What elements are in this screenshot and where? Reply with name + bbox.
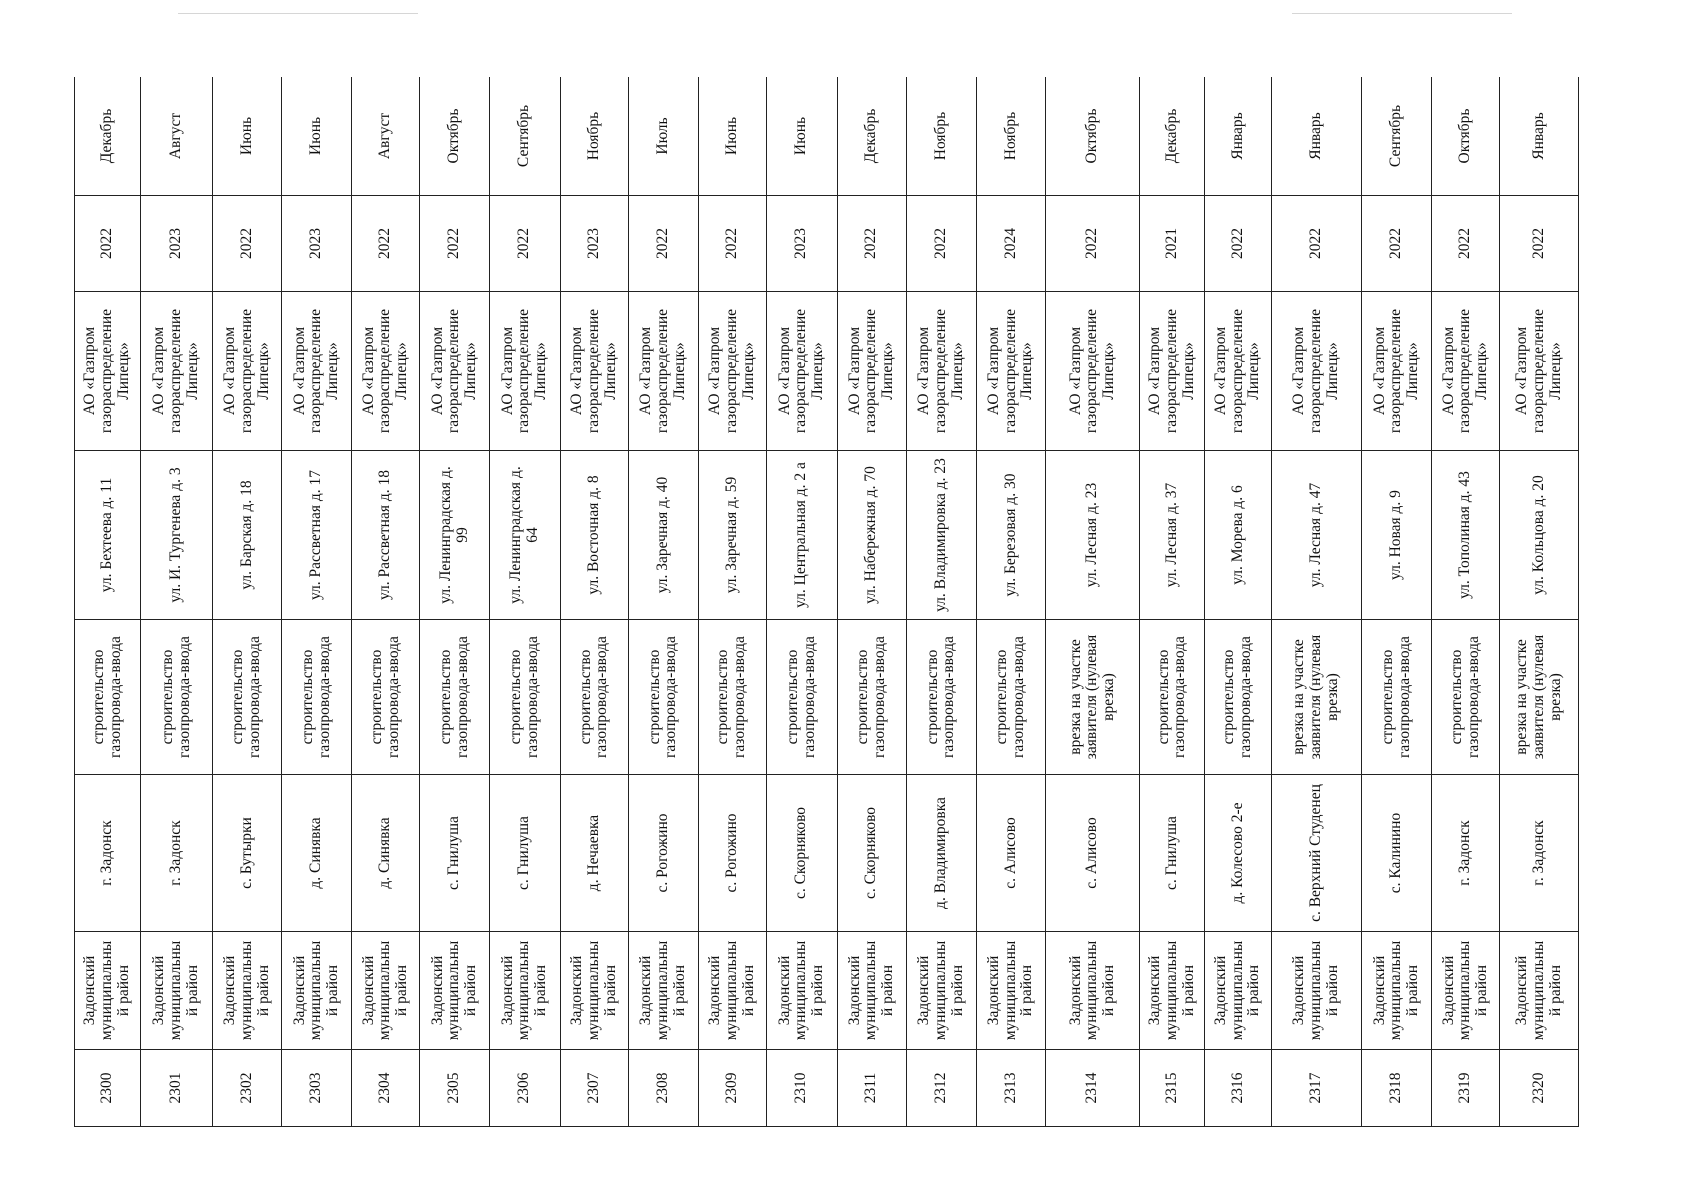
address-cell: ул. Новая д. 9 <box>1362 451 1432 620</box>
district-cell: Задонский муниципальный район <box>907 932 977 1050</box>
row-number: 2308 <box>628 1050 698 1127</box>
row-number: 2302 <box>212 1050 282 1127</box>
year-cell: 2022 <box>698 196 766 292</box>
address-cell: ул. Кольцова д. 20 <box>1500 451 1579 620</box>
settlement-cell: с. Гнилуша <box>420 775 490 932</box>
table-row <box>1362 77 1432 1127</box>
work-type-cell: строительство газопровода-ввода <box>1140 620 1205 775</box>
month-cell: Июнь <box>698 77 766 196</box>
year-cell: 2022 <box>907 196 977 292</box>
district-cell: Задонский муниципальный район <box>1205 932 1271 1050</box>
work-type-cell: строительство газопровода-ввода <box>282 620 352 775</box>
settlement-cell: с. Алисово <box>1046 775 1140 932</box>
work-type-cell: строительство газопровода-ввода <box>907 620 977 775</box>
month-cell: Январь <box>1500 77 1579 196</box>
row-number: 2309 <box>698 1050 766 1127</box>
district-cell: Задонский муниципальный район <box>1140 932 1205 1050</box>
table-row <box>976 77 1046 1127</box>
year-cell: 2022 <box>837 196 907 292</box>
settlement-cell: с. Рогожино <box>628 775 698 932</box>
scan-artifact-line <box>178 13 418 14</box>
district-cell: Задонский муниципальный район <box>976 932 1046 1050</box>
settlement-cell: с. Скорняково <box>766 775 837 932</box>
settlement-cell: с. Верхний Студенец <box>1271 775 1362 932</box>
month-cell: Ноябрь <box>976 77 1046 196</box>
table-row <box>560 77 628 1127</box>
row-number: 2310 <box>766 1050 837 1127</box>
district-cell: Задонский муниципальный район <box>698 932 766 1050</box>
row-number: 2300 <box>75 1050 141 1127</box>
year-cell: 2023 <box>141 196 213 292</box>
table-row <box>141 77 213 1127</box>
row-number: 2305 <box>420 1050 490 1127</box>
work-type-cell: строительство газопровода-ввода <box>628 620 698 775</box>
organization-cell: АО «Газпром газораспределение Липецк» <box>1046 292 1140 451</box>
table-row <box>1205 77 1271 1127</box>
district-cell: Задонский муниципальный район <box>212 932 282 1050</box>
month-cell: Декабрь <box>1140 77 1205 196</box>
work-type-cell: строительство газопровода-ввода <box>1431 620 1499 775</box>
settlement-cell: с. Бутырки <box>212 775 282 932</box>
work-type-cell: строительство газопровода-ввода <box>766 620 837 775</box>
row-number: 2306 <box>489 1050 560 1127</box>
address-cell: ул. Ленинградская д. 99 <box>420 451 490 620</box>
address-cell: ул. Набережная д. 70 <box>837 451 907 620</box>
month-cell: Ноябрь <box>907 77 977 196</box>
address-cell: ул. Лесная д. 37 <box>1140 451 1205 620</box>
row-number: 2307 <box>560 1050 628 1127</box>
table-row <box>351 77 419 1127</box>
month-cell: Декабрь <box>75 77 141 196</box>
district-cell: Задонский муниципальный район <box>282 932 352 1050</box>
table-row <box>837 77 907 1127</box>
settlement-cell: г. Задонск <box>1500 775 1579 932</box>
settlement-cell: д. Нечаевка <box>560 775 628 932</box>
work-type-cell: врезка на участке заявителя (нулевая врезка) <box>1500 620 1579 775</box>
settlement-cell: с. Гнилуша <box>1140 775 1205 932</box>
organization-cell: АО «Газпром газораспределение Липецк» <box>1362 292 1432 451</box>
gasification-table <box>74 77 1579 1127</box>
year-cell: 2021 <box>1140 196 1205 292</box>
district-cell: Задонский муниципальный район <box>1362 932 1432 1050</box>
year-cell: 2023 <box>560 196 628 292</box>
row-number: 2312 <box>907 1050 977 1127</box>
district-cell: Задонский муниципальный район <box>1431 932 1499 1050</box>
work-type-cell: строительство газопровода-ввода <box>420 620 490 775</box>
address-cell: ул. Владимировка д. 23 <box>907 451 977 620</box>
year-cell: 2022 <box>1362 196 1432 292</box>
year-cell: 2024 <box>976 196 1046 292</box>
year-cell: 2023 <box>766 196 837 292</box>
address-cell: ул. Морева д. 6 <box>1205 451 1271 620</box>
year-cell: 2022 <box>1431 196 1499 292</box>
address-cell: ул. Лесная д. 47 <box>1271 451 1362 620</box>
table-row <box>628 77 698 1127</box>
month-cell: Октябрь <box>1046 77 1140 196</box>
organization-cell: АО «Газпром газораспределение Липецк» <box>212 292 282 451</box>
year-cell: 2022 <box>1205 196 1271 292</box>
row-number: 2313 <box>976 1050 1046 1127</box>
month-cell: Июль <box>628 77 698 196</box>
row-number: 2311 <box>837 1050 907 1127</box>
year-cell: 2022 <box>489 196 560 292</box>
district-cell: Задонский муниципальный район <box>1271 932 1362 1050</box>
organization-cell: АО «Газпром газораспределение Липецк» <box>1271 292 1362 451</box>
work-type-cell: строительство газопровода-ввода <box>489 620 560 775</box>
district-cell: Задонский муниципальный район <box>351 932 419 1050</box>
work-type-cell: строительство газопровода-ввода <box>75 620 141 775</box>
row-number: 2316 <box>1205 1050 1271 1127</box>
work-type-cell: строительство газопровода-ввода <box>560 620 628 775</box>
organization-cell: АО «Газпром газораспределение Липецк» <box>766 292 837 451</box>
month-cell: Август <box>141 77 213 196</box>
settlement-cell: с. Алисово <box>976 775 1046 932</box>
district-cell: Задонский муниципальный район <box>628 932 698 1050</box>
settlement-cell: д. Владимировка <box>907 775 977 932</box>
month-cell: Сентябрь <box>1362 77 1432 196</box>
address-cell: ул. Восточная д. 8 <box>560 451 628 620</box>
row-number: 2320 <box>1500 1050 1579 1127</box>
month-cell: Октябрь <box>420 77 490 196</box>
organization-cell: АО «Газпром газораспределение Липецк» <box>420 292 490 451</box>
table-row <box>1271 77 1362 1127</box>
year-cell: 2022 <box>212 196 282 292</box>
month-cell: Декабрь <box>837 77 907 196</box>
work-type-cell: строительство газопровода-ввода <box>837 620 907 775</box>
table-row <box>75 77 141 1127</box>
row-number: 2301 <box>141 1050 213 1127</box>
district-cell: Задонский муниципальный район <box>1046 932 1140 1050</box>
settlement-cell: г. Задонск <box>141 775 213 932</box>
row-number: 2315 <box>1140 1050 1205 1127</box>
district-cell: Задонский муниципальный район <box>489 932 560 1050</box>
scan-artifact-line <box>1292 13 1512 14</box>
address-cell: ул. Лесная д. 23 <box>1046 451 1140 620</box>
document-page <box>74 77 1579 1127</box>
work-type-cell: строительство газопровода-ввода <box>1362 620 1432 775</box>
organization-cell: АО «Газпром газораспределение Липецк» <box>698 292 766 451</box>
row-number: 2318 <box>1362 1050 1432 1127</box>
table-row <box>766 77 837 1127</box>
organization-cell: АО «Газпром газораспределение Липецк» <box>1500 292 1579 451</box>
district-cell: Задонский муниципальный район <box>560 932 628 1050</box>
district-cell: Задонский муниципальный район <box>75 932 141 1050</box>
organization-cell: АО «Газпром газораспределение Липецк» <box>282 292 352 451</box>
address-cell: ул. Рассветная д. 17 <box>282 451 352 620</box>
address-cell: ул. Бехтеева д. 11 <box>75 451 141 620</box>
row-number: 2303 <box>282 1050 352 1127</box>
month-cell: Январь <box>1271 77 1362 196</box>
work-type-cell: строительство газопровода-ввода <box>976 620 1046 775</box>
organization-cell: АО «Газпром газораспределение Липецк» <box>141 292 213 451</box>
table-row <box>1046 77 1140 1127</box>
month-cell: Ноябрь <box>560 77 628 196</box>
settlement-cell: д. Синявка <box>351 775 419 932</box>
organization-cell: АО «Газпром газораспределение Липецк» <box>560 292 628 451</box>
month-cell: Август <box>351 77 419 196</box>
district-cell: Задонский муниципальный район <box>766 932 837 1050</box>
table-row <box>1140 77 1205 1127</box>
work-type-cell: строительство газопровода-ввода <box>351 620 419 775</box>
year-cell: 2022 <box>75 196 141 292</box>
year-cell: 2022 <box>351 196 419 292</box>
organization-cell: АО «Газпром газораспределение Липецк» <box>1140 292 1205 451</box>
address-cell: ул. Центральная д. 2 а <box>766 451 837 620</box>
work-type-cell: врезка на участке заявителя (нулевая врезка) <box>1046 620 1140 775</box>
month-cell: Октябрь <box>1431 77 1499 196</box>
work-type-cell: строительство газопровода-ввода <box>141 620 213 775</box>
table-row <box>489 77 560 1127</box>
table-row <box>698 77 766 1127</box>
organization-cell: АО «Газпром газораспределение Липецк» <box>1431 292 1499 451</box>
year-cell: 2022 <box>1271 196 1362 292</box>
year-cell: 2022 <box>420 196 490 292</box>
settlement-cell: д. Колесово 2-е <box>1205 775 1271 932</box>
address-cell: ул. Рассветная д. 18 <box>351 451 419 620</box>
address-cell: ул. Заречная д. 59 <box>698 451 766 620</box>
address-cell: ул. Березовая д. 30 <box>976 451 1046 620</box>
settlement-cell: с. Рогожино <box>698 775 766 932</box>
work-type-cell: строительство газопровода-ввода <box>698 620 766 775</box>
table-row <box>907 77 977 1127</box>
rotated-table-wrapper <box>74 77 1579 1127</box>
row-number: 2317 <box>1271 1050 1362 1127</box>
organization-cell: АО «Газпром газораспределение Липецк» <box>75 292 141 451</box>
month-cell: Январь <box>1205 77 1271 196</box>
table-row <box>282 77 352 1127</box>
work-type-cell: строительство газопровода-ввода <box>212 620 282 775</box>
table-row <box>212 77 282 1127</box>
district-cell: Задонский муниципальный район <box>420 932 490 1050</box>
organization-cell: АО «Газпром газораспределение Липецк» <box>976 292 1046 451</box>
table-row <box>1431 77 1499 1127</box>
district-cell: Задонский муниципальный район <box>141 932 213 1050</box>
organization-cell: АО «Газпром газораспределение Липецк» <box>489 292 560 451</box>
settlement-cell: с. Калинино <box>1362 775 1432 932</box>
district-cell: Задонский муниципальный район <box>837 932 907 1050</box>
settlement-cell: г. Задонск <box>75 775 141 932</box>
organization-cell: АО «Газпром газораспределение Липецк» <box>351 292 419 451</box>
organization-cell: АО «Газпром газораспределение Липецк» <box>1205 292 1271 451</box>
settlement-cell: г. Задонск <box>1431 775 1499 932</box>
row-number: 2319 <box>1431 1050 1499 1127</box>
settlement-cell: с. Гнилуша <box>489 775 560 932</box>
year-cell: 2022 <box>1046 196 1140 292</box>
district-cell: Задонский муниципальный район <box>1500 932 1579 1050</box>
table-row <box>420 77 490 1127</box>
organization-cell: АО «Газпром газораспределение Липецк» <box>907 292 977 451</box>
organization-cell: АО «Газпром газораспределение Липецк» <box>837 292 907 451</box>
month-cell: Июнь <box>766 77 837 196</box>
month-cell: Сентябрь <box>489 77 560 196</box>
settlement-cell: д. Синявка <box>282 775 352 932</box>
work-type-cell: строительство газопровода-ввода <box>1205 620 1271 775</box>
organization-cell: АО «Газпром газораспределение Липецк» <box>628 292 698 451</box>
work-type-cell: врезка на участке заявителя (нулевая врезка) <box>1271 620 1362 775</box>
month-cell: Июнь <box>282 77 352 196</box>
year-cell: 2022 <box>1500 196 1579 292</box>
year-cell: 2022 <box>628 196 698 292</box>
address-cell: ул. Ленинградская д. 64 <box>489 451 560 620</box>
address-cell: ул. Заречная д. 40 <box>628 451 698 620</box>
address-cell: ул. И. Тургенева д. 3 <box>141 451 213 620</box>
month-cell: Июнь <box>212 77 282 196</box>
settlement-cell: с. Скорняково <box>837 775 907 932</box>
address-cell: ул. Тополиная д. 43 <box>1431 451 1499 620</box>
row-number: 2304 <box>351 1050 419 1127</box>
year-cell: 2023 <box>282 196 352 292</box>
address-cell: ул. Барская д. 18 <box>212 451 282 620</box>
table-row <box>1500 77 1579 1127</box>
row-number: 2314 <box>1046 1050 1140 1127</box>
